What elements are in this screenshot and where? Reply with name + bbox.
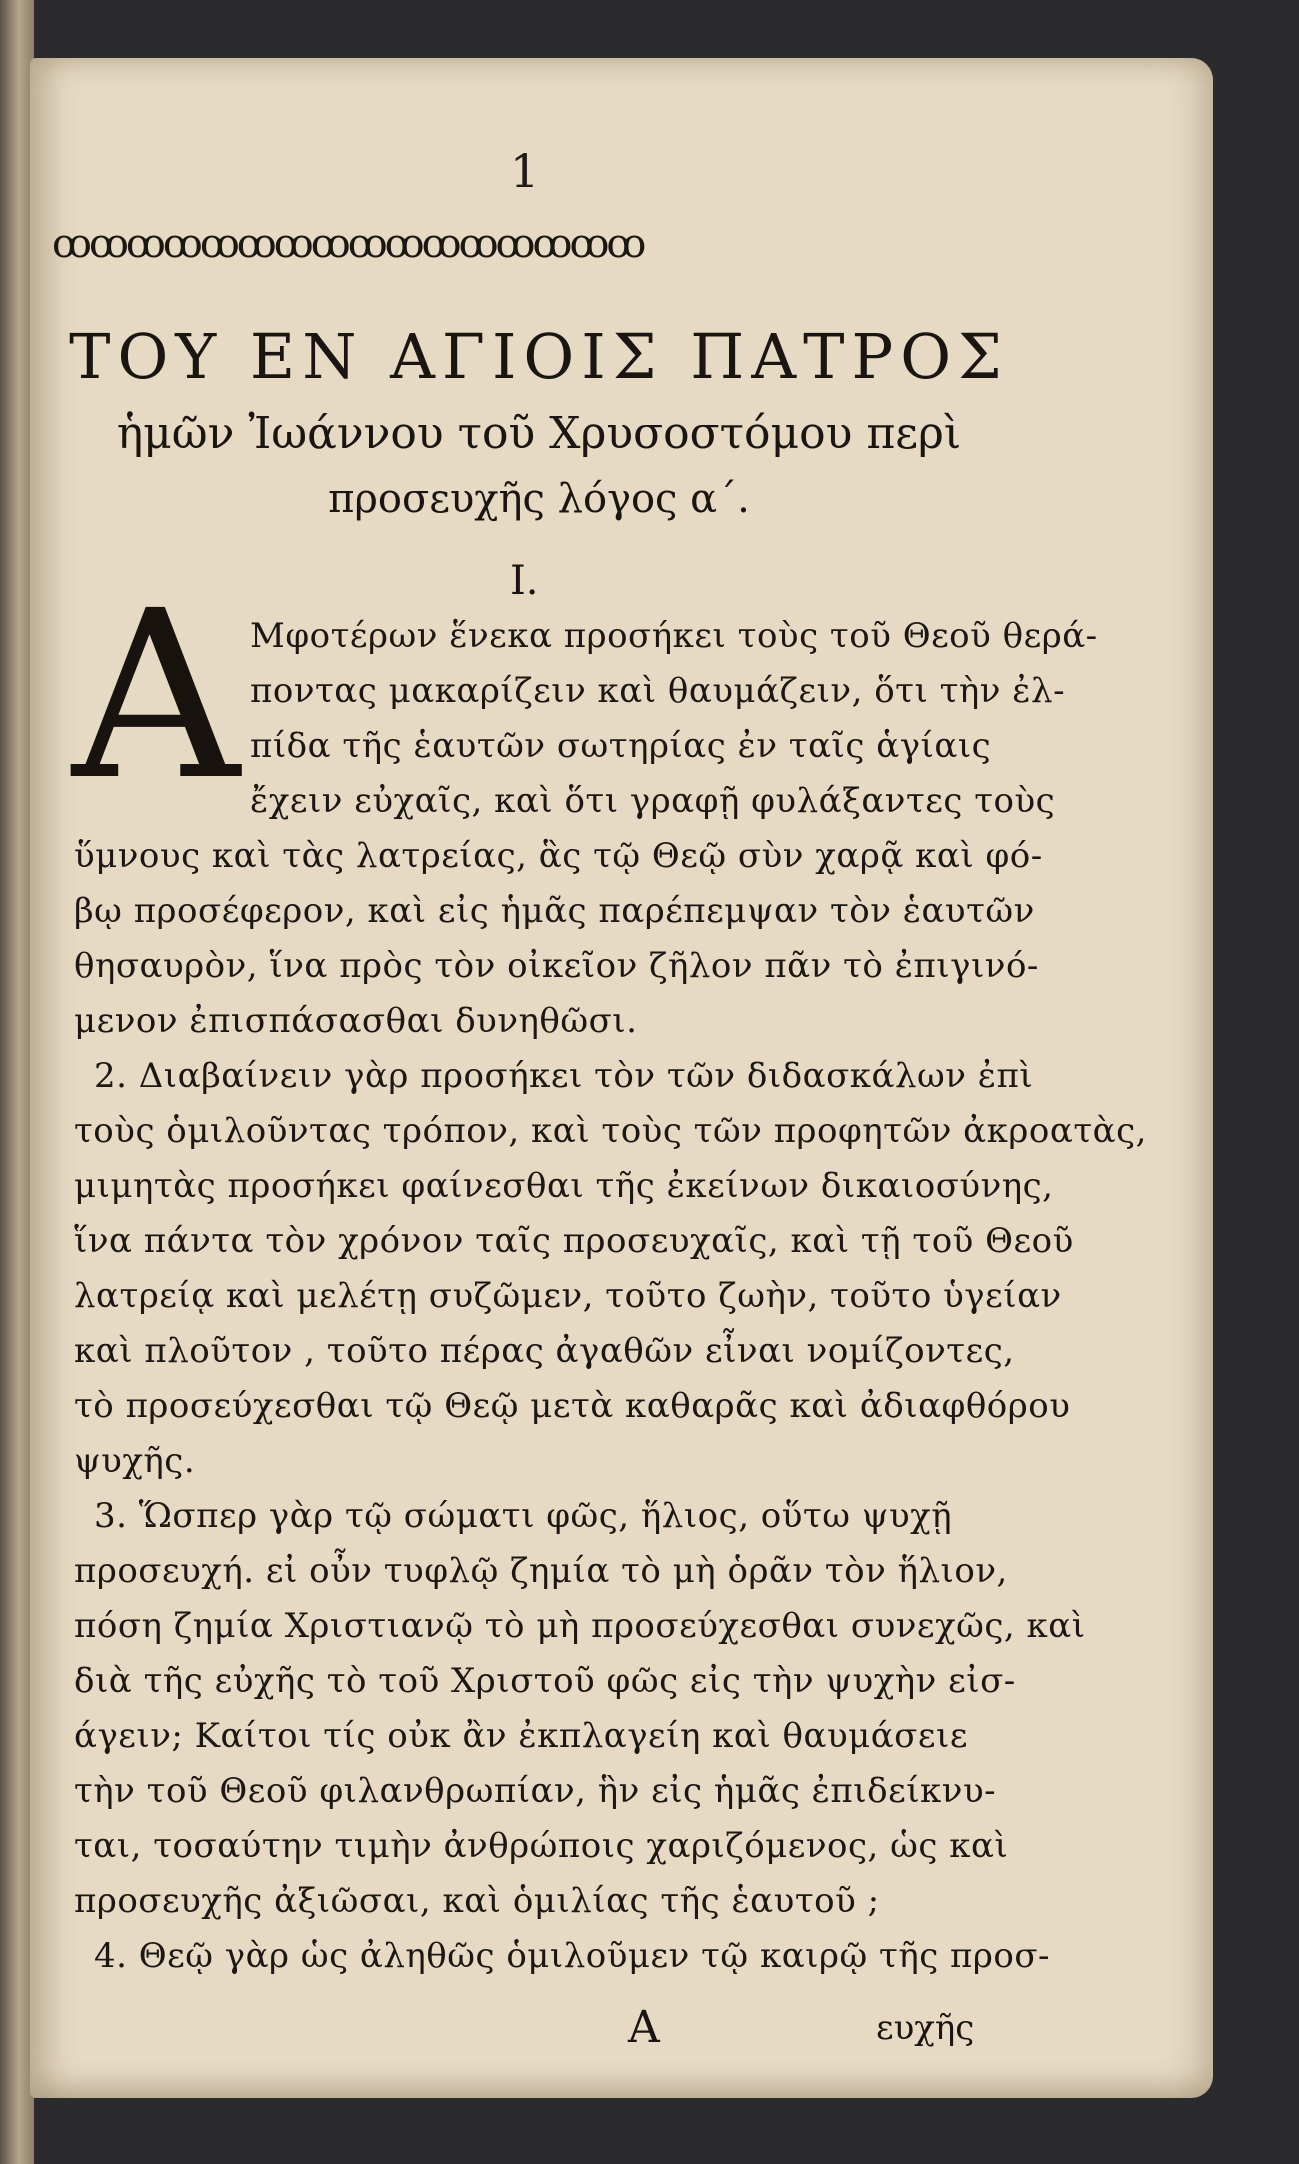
text-line: βῳ προσέφερον, καὶ εἰς ἡμᾶς παρέπεμψαν τὸν ἑαυτῶν [74,891,1035,931]
text-line: προσευχή. εἰ οὖν τυφλῷ ζημία τὸ μὴ ὁρᾶν τὸν ἥλιον, [74,1551,1008,1591]
title-line-1: ΤΟΥ ΕΝ ΑΓΙΟΙΣ ΠΑΤΡΟΣ [69,320,1009,393]
text-line: θησαυρὸν, ἵνα πρὸς τὸν οἰκεῖον ζῆλον πᾶν τὸ ἐπιγινό- [74,946,1039,986]
text-line: διὰ τῆς εὐχῆς τὸ τοῦ Χριστοῦ φῶς εἰς τὴν ψυχὴν εἰσ- [74,1661,1016,1701]
catchword: ευχῆς [876,2008,975,2048]
text-line: άγειν; Καίτοι τίς οὐκ ἂν ἐκπλαγείη καὶ θαυμάσειε [74,1716,968,1756]
title-line-2: ἡμῶν Ἰωάννου τοῦ Χρυσοστόμου περὶ [116,408,962,459]
signature-mark: A [628,2002,660,2053]
text-line: ἔχειν εὐχαῖς, καὶ ὅτι γραφῇ φυλάξαντες τοὺς [250,781,1056,821]
ornament-band [52,208,1018,280]
text-line: ψυχῆς. [74,1441,196,1481]
text-line: τὸ προσεύχεσθαι τῷ Θεῷ μετὰ καθαρᾶς καὶ ἀδιαφθόρου [74,1386,1071,1426]
text-line: ὕμνους καὶ τὰς λατρείας, ἃς τῷ Θεῷ σὺν χαρᾷ καὶ φό- [74,836,1043,876]
text-line: 3. Ὥσπερ γὰρ τῷ σώματι φῶς, ἥλιος, οὕτω ψυχῇ [94,1496,953,1536]
text-line: ποντας μακαρίζειν καὶ θαυμάζειν, ὅτι τὴν ἐλ- [250,671,1066,711]
text-line: 4. Θεῷ γὰρ ὡς ἀληθῶς ὁμιλοῦμεν τῷ καιρῷ τῆς προσ- [94,1936,1051,1976]
section-heading: Ι. [510,558,539,604]
drop-cap-letter: Α [72,561,240,831]
book-left-edge [0,0,34,2164]
ornament-glyphs: ꝏꝏꝏꝏꝏꝏꝏꝏꝏꝏꝏꝏꝏꝏꝏꝏ [52,221,644,267]
text-line: τὴν τοῦ Θεοῦ φιλανθρωπίαν, ἣν εἰς ἡμᾶς ἐπιδείκνυ- [74,1771,997,1811]
text-line: καὶ πλοῦτον , τοῦτο πέρας ἀγαθῶν εἶναι νομίζοντες, [74,1331,1015,1371]
text-line: λατρείᾳ καὶ μελέτῃ συζῶμεν, τοῦτο ζωὴν, τοῦτο ὑγείαν [74,1276,1062,1316]
text-line: ἵνα πάντα τὸν χρόνον ταῖς προσευχαῖς, καὶ τῇ τοῦ Θεοῦ [74,1221,1074,1261]
text-line: Μφοτέρων ἕνεκα προσήκει τοὺς τοῦ Θεοῦ θερά- [250,616,1098,656]
text-line: τοὺς ὁμιλοῦντας τρόπον, καὶ τοὺς τῶν προφητῶν ἀκροατὰς, [74,1111,1147,1151]
text-line: πίδα τῆς ἑαυτῶν σωτηρίας ἐν ταῖς ἁγίαις [250,726,992,766]
text-line: μενον ἐπισπάσασθαι δυνηθῶσι. [74,1001,638,1041]
text-line: 2. Διαβαίνειν γὰρ προσήκει τὸν τῶν διδασκάλων ἐπὶ [94,1056,1034,1096]
title-line-3: προσευχῆς λόγος α΄. [328,476,750,522]
page-number: 1 [510,144,540,198]
text-line: πόση ζημία Χριστιανῷ τὸ μὴ προσεύχεσθαι συνεχῶς, καὶ [74,1606,1086,1646]
text-line: προσευχῆς ἀξιῶσαι, καὶ ὁμιλίας τῆς ἑαυτοῦ ; [74,1881,880,1921]
book-page [30,58,1213,2098]
text-line: ται, τοσαύτην τιμὴν ἀνθρώποις χαριζόμενος, ὡς καὶ [74,1826,1009,1866]
text-line: μιμητὰς προσήκει φαίνεσθαι τῆς ἐκείνων δικαιοσύνης, [74,1166,1054,1206]
